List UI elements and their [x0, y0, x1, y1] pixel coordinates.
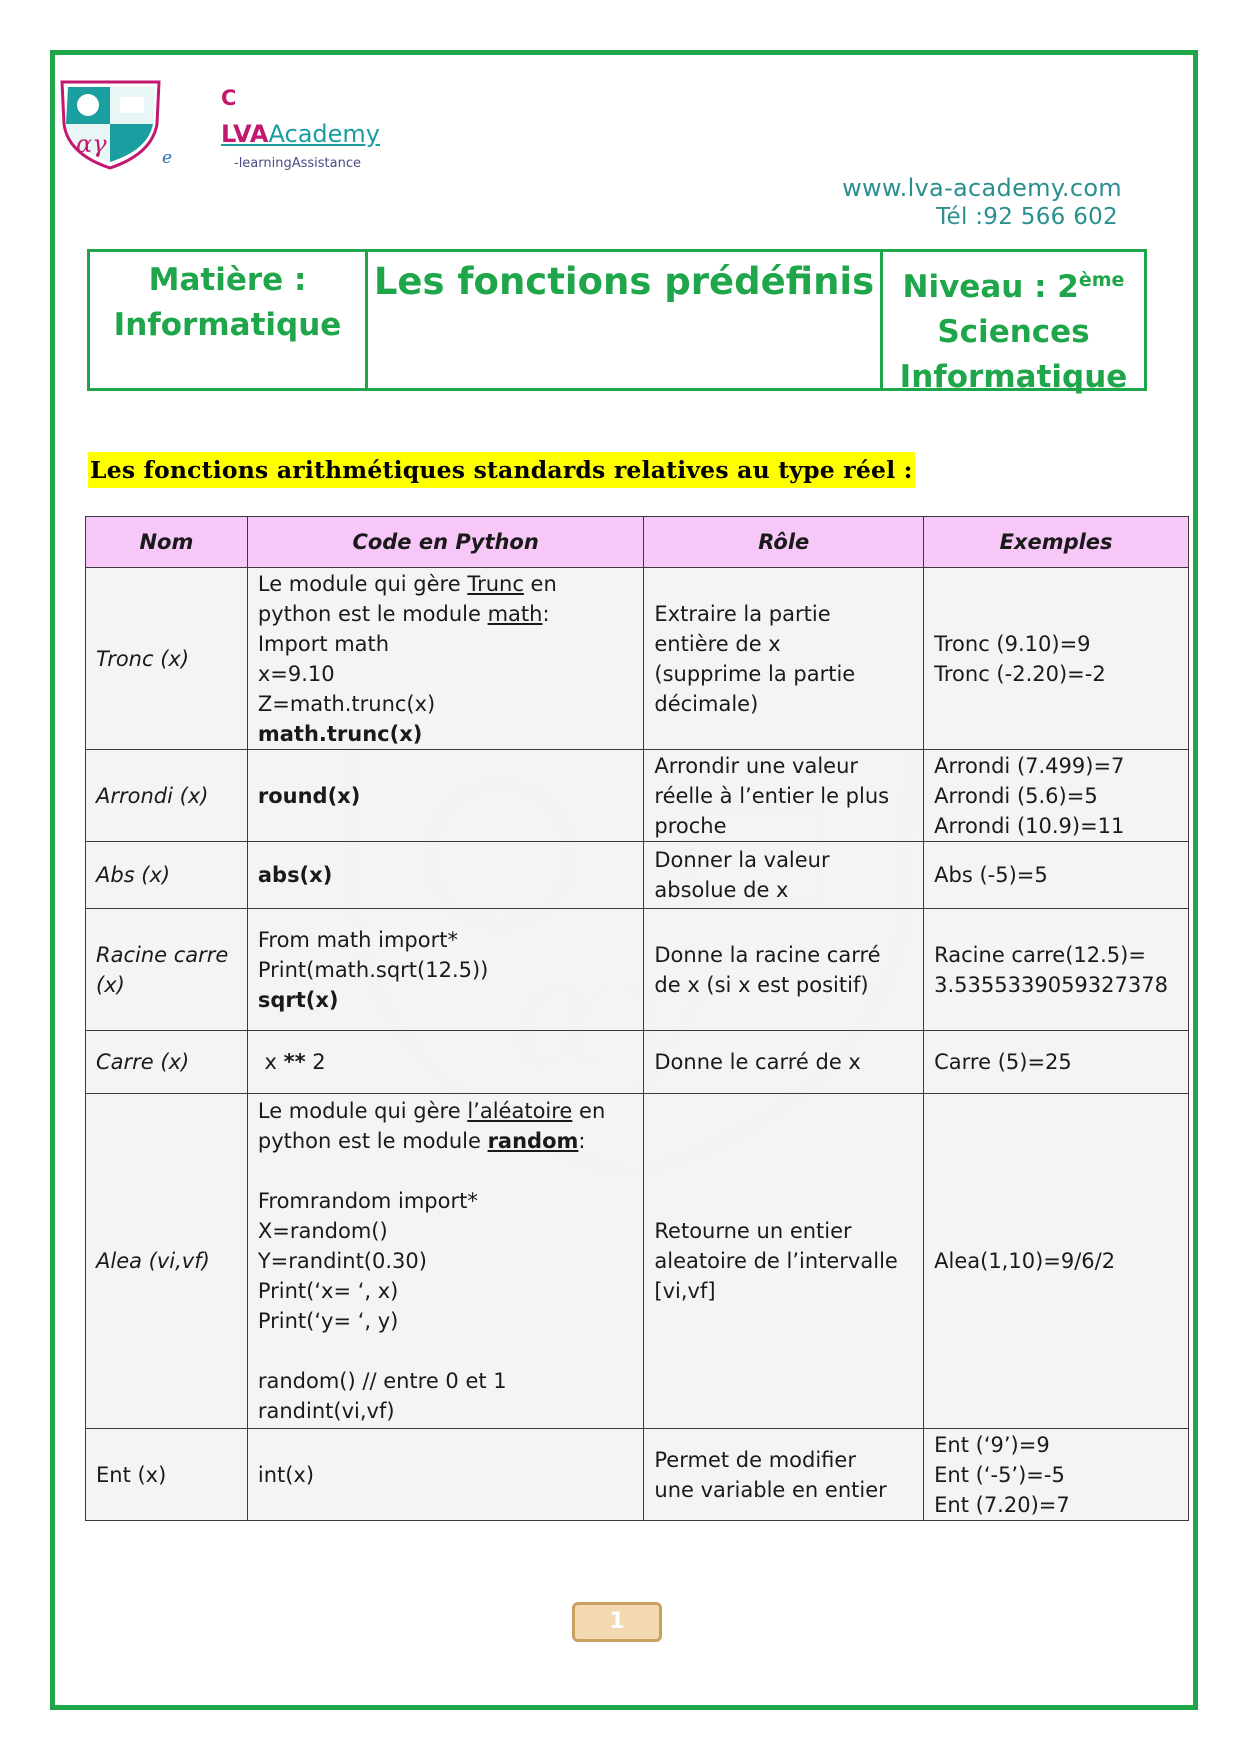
row-exemples: Carre (5)=25 — [924, 1031, 1189, 1094]
row-nom: Alea (vi,vf) — [86, 1094, 248, 1429]
subject-cell — [90, 252, 368, 388]
table-row — [86, 842, 1189, 909]
row-code: From math import* Print(math.sqrt(12.5)) sqrt(x) — [247, 909, 644, 1031]
row-exemples: Alea(1,10)=9/6/2 — [924, 1094, 1189, 1429]
level-cell — [883, 252, 1144, 395]
functions-table — [85, 516, 1189, 1521]
row-role: Arrondir une valeur réelle à l’entier le plus proche — [644, 750, 924, 842]
row-code: Le module qui gère l’aléatoire en python est le module random: Fromrandom import* X=random() Y=randint(0.30) Print(‘x= ‘, x) Print(‘y= ‘, y) random() // entre 0 et 1 randint(vi,vf) — [247, 1094, 644, 1429]
course-header-box — [87, 249, 1147, 395]
table-row — [86, 1094, 1189, 1429]
row-nom: Carre (x) — [86, 1031, 248, 1094]
row-exemples: Abs (-5)=5 — [924, 842, 1189, 909]
row-role: Donne la racine carré de x (si x est positif) — [644, 909, 924, 1031]
row-code: round(x) — [247, 750, 644, 842]
row-code: int(x) — [247, 1429, 644, 1521]
table-row — [86, 909, 1189, 1031]
code-line: Le module qui gère Trunc en — [257, 571, 557, 596]
table-row — [86, 750, 1189, 842]
row-exemples: Tronc (9.10)=9 Tronc (-2.20)=-2 — [924, 568, 1189, 750]
code-line: python est le module math: — [257, 601, 550, 626]
row-nom: Abs (x) — [86, 842, 248, 909]
row-role: Donne le carré de x — [644, 1031, 924, 1094]
col-header-nom: Nom — [86, 517, 248, 568]
section-title: Les fonctions arithmétiques standards relatives au type réel : — [88, 452, 915, 488]
col-header-code: Code en Python — [247, 517, 644, 568]
code-line: Z=math.trunc(x) — [257, 691, 436, 716]
level-superscript: ème — [1078, 269, 1125, 291]
row-code — [247, 568, 644, 750]
row-nom: Tronc (x) — [86, 568, 248, 750]
row-exemples: Racine carre(12.5)= 3.5355339059327378 — [924, 909, 1189, 1031]
row-exemples: Arrondi (7.499)=7 Arrondi (5.6)=5 Arrondi (10.9)=11 — [924, 750, 1189, 842]
brand-c-letter: C — [221, 86, 237, 110]
svg-text:αγ: αγ — [76, 130, 107, 158]
row-role: Extraire la partie entière de x (supprime la partie décimale) — [644, 568, 924, 750]
row-exemples: Ent (‘9’)=9 Ent (‘-5’)=-5 Ent (7.20)=7 — [924, 1429, 1189, 1521]
col-header-role: Rôle — [644, 517, 924, 568]
row-code: abs(x) — [247, 842, 644, 909]
table-header-row — [86, 517, 1189, 568]
table-row — [86, 1429, 1189, 1521]
row-role: Permet de modifier une variable en entier — [644, 1429, 924, 1521]
brand-name[interactable] — [221, 120, 380, 148]
page-number: 1 — [572, 1602, 662, 1642]
brand-tagline: -learningAssistance — [234, 156, 361, 171]
row-code: x ** 2 — [247, 1031, 644, 1094]
brand-e-letter: e — [162, 148, 173, 168]
brand-name-lva: LVA — [221, 120, 269, 148]
row-nom: Arrondi (x) — [86, 750, 248, 842]
level-label: Niveau : 2ème — [902, 269, 1125, 305]
academy-shield-logo — [58, 78, 163, 170]
row-role: Donner la valeur absolue de x — [644, 842, 924, 909]
document-title: Les fonctions prédéfinis — [368, 252, 883, 388]
code-line: math.trunc(x) — [257, 721, 423, 746]
subject-value: Informatique — [113, 307, 342, 343]
row-nom: Ent (x) — [86, 1429, 248, 1521]
table-row — [86, 1031, 1189, 1094]
phone-number: Tél :92 566 602 — [936, 204, 1118, 230]
row-nom: Racine carre (x) — [86, 909, 248, 1031]
col-header-exemples: Exemples — [924, 517, 1189, 568]
code-line: x=9.10 — [257, 661, 335, 686]
table-row — [86, 568, 1189, 750]
code-line: Import math — [257, 631, 390, 656]
level-line2: Sciences — [937, 314, 1090, 350]
level-line3: Informatique — [899, 359, 1128, 395]
row-role: Retourne un entier aleatoire de l’intervalle [vi,vf] — [644, 1094, 924, 1429]
brand-name-academy: Academy — [268, 120, 380, 148]
website-link[interactable]: www.lva-academy.com — [842, 174, 1122, 202]
subject-label: Matière : — [148, 262, 307, 298]
